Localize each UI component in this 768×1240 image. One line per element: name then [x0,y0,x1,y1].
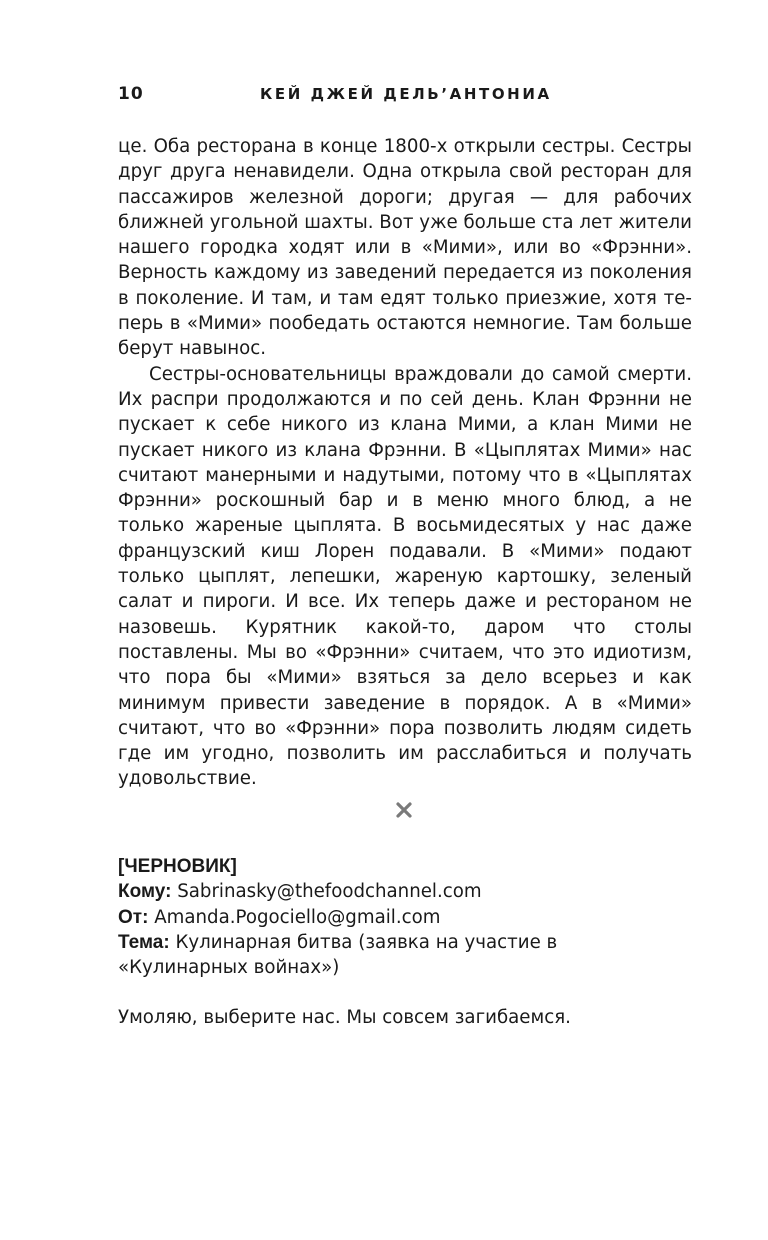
from-label: От: [118,906,149,928]
main-text [118,134,692,792]
email-from-row [118,905,692,930]
from-value: Amanda.Pogociello@gmail.com [154,906,441,928]
email-to-row [118,879,692,904]
email-subject-row [118,930,692,981]
running-title: КЕЙ ДЖЕЙ ДЕЛЬ’АНТОНИА [260,85,552,103]
email-message: Умоляю, выберите нас. Мы совсем загибаемся. [118,1007,571,1029]
to-label: Кому: [118,881,172,903]
subject-label: Тема: [118,931,170,953]
paragraph: Сестры-основательницы враждовали до самой смерти. Их распри продолжаются и по сей день. Клан Фрэнни не пускает к себе никого из клана Мими, а клан Мими не пускает никого из клана Фрэнни. В «Цыплятах Мими» нас считают манерными и надутыми, потому что в «Цыплятах Фрэнни» роскошный бар и в меню много блюд, а не только жареные цыплята. В восьмидесятых у нас даже французский киш Лорен подавали. В «Мими» подают только цыплят, лепешки, жареную картошку, зеленый салат и пироги. И все. Их теперь даже и рестораном не назовешь. Курятник какой-то, даром что столы поставлены. Мы во «Фрэнни» считаем, что это идиотизм, что пора бы «Мими» взяться за дело всерьез и как минимум привести заведение в порядок. А в «Мими» считают, что во «Фрэнни» пора позволить людям сидеть где им угодно, позволить им расслабиться и получать удовольствие. [118,363,692,790]
subject-value: Кулинарная битва (заявка на участие в «Кулинарных войнах») [118,931,558,979]
running-header [118,84,692,108]
cross-ornament-icon [394,800,414,820]
to-value: Sabrinasky@thefoodchannel.com [177,881,482,903]
page-number: 10 [118,84,144,104]
email-draft [118,854,692,1031]
draft-label: [ЧЕРНОВИК] [118,856,237,877]
paragraph: це. Оба ресторана в конце 1800-х открыли сестры. Сестры друг друга ненавидели. Одна открыла свой ресторан для пассажиров железной дороги; другая — для рабочих ближней угольной шахты. Вот уже больше ста лет жители нашего городка ходят или в «Мими», или во «Фрэнни». Верность каждому из заведений передается из поколения в поколение. И там, и там едят только приезжие, хотя теперь в «Мими» пообедать остаются немногие. Там больше берут навынос. [118,136,692,360]
